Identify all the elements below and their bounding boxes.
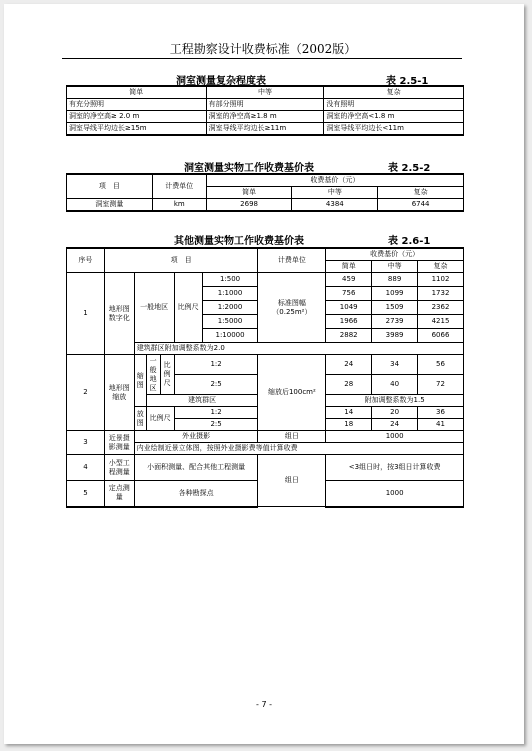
table-row (67, 273, 464, 287)
row-item-name: 地形图数字化 (104, 273, 134, 355)
table-row (67, 355, 464, 375)
col-header: 简单 (206, 187, 292, 199)
row-number: 2 (67, 355, 105, 431)
col-header: 复杂 (418, 261, 464, 273)
row-item-name: 小型工程测量 (104, 455, 134, 481)
table-2-6-1-title: 其他测量实物工作收费基价表 (174, 236, 304, 247)
header-rule (62, 58, 462, 59)
table-cell: 18 (326, 419, 372, 431)
document-page (4, 4, 524, 744)
table-cell: 有充分照明 (67, 99, 207, 111)
scale-value: 1:500 (202, 273, 258, 287)
row-number: 1 (67, 273, 105, 355)
col-header: 复杂 (378, 187, 464, 199)
table-cell: km (152, 199, 206, 212)
note-cell: 建筑群区附加调整系数为2.0 (134, 343, 463, 355)
table-row (67, 431, 464, 443)
col-header: 收费基价（元） (206, 174, 463, 187)
table-cell: 1509 (372, 301, 418, 315)
table-cell: 3989 (372, 329, 418, 343)
col-header: 中等 (292, 187, 378, 199)
table-cell: 1000 (326, 481, 464, 507)
scale-value: 1:10000 (202, 329, 258, 343)
col-header: 序号 (67, 248, 105, 273)
col-header: 中等 (206, 86, 324, 99)
table-row (67, 199, 464, 212)
table-cell: 1966 (326, 315, 372, 329)
table-2-5-1 (66, 85, 464, 136)
table-cell: 72 (418, 375, 464, 395)
table-cell: 洞室测量 (67, 199, 153, 212)
table-cell: 6744 (378, 199, 464, 212)
scale-value: 1:1000 (202, 287, 258, 301)
col-header: 项 目 (104, 248, 258, 273)
scale-label: 比例尺 (160, 355, 174, 395)
area-label: 一般地区 (134, 273, 174, 343)
table-row (67, 123, 464, 136)
table-cell: 1102 (418, 273, 464, 287)
table-2-6-1-number: 表 2.6-1 (388, 236, 431, 247)
page-header: 工程勘察设计收费标准（2002版） (169, 42, 357, 56)
scale-value: 1:2000 (202, 301, 258, 315)
unit-cell: 标准图幅（0.25m²） (258, 273, 326, 343)
item-cell: 小面积测量、配合其他工程测量 (134, 455, 258, 481)
col-header: 计费单位 (152, 174, 206, 199)
table-cell: 1732 (418, 287, 464, 301)
col-header: 计费单位 (258, 248, 326, 273)
table-2-6-1 (66, 247, 464, 508)
col-header: 收费基价（元） (326, 248, 464, 261)
table-cell: 没有照明 (324, 99, 464, 111)
scale-value: 1:5000 (202, 315, 258, 329)
table-cell: 洞室导线平均边长≥15m (67, 123, 207, 136)
item-cell: 外业摄影 (134, 431, 258, 443)
row-item-name: 近景摄影测量 (104, 431, 134, 455)
table-cell: 36 (418, 407, 464, 419)
table-row (67, 111, 464, 123)
table-cell: 4384 (292, 199, 378, 212)
table-cell: 24 (326, 355, 372, 375)
adjust-coefficient: 附加调整系数为1.5 (326, 395, 464, 407)
table-2-5-2-number: 表 2.5-2 (388, 163, 431, 174)
unit-cell: 组日 (258, 431, 326, 443)
row-item-name: 地形图缩放 (104, 355, 134, 431)
table-2-5-2-title: 洞室测量实物工作收费基价表 (184, 163, 314, 174)
col-header: 中等 (372, 261, 418, 273)
table-cell: 4215 (418, 315, 464, 329)
table-cell: 34 (372, 355, 418, 375)
table-cell: 1049 (326, 301, 372, 315)
row-item-name: 定点测量 (104, 481, 134, 507)
table-cell: 洞室的净空高<1.8 m (324, 111, 464, 123)
unit-cell: 缩放后100cm² (258, 355, 326, 431)
row-number: 3 (67, 431, 105, 455)
table-2-5-1-title: 洞室测量复杂程度表 (176, 76, 266, 87)
table-cell: 洞室的净空高≥ 2.0 m (67, 111, 207, 123)
table-cell: 2739 (372, 315, 418, 329)
table-cell: 2882 (326, 329, 372, 343)
col-header: 项 目 (67, 174, 153, 199)
scale-label: 比例尺 (174, 273, 202, 343)
scale-label: 比例尺 (146, 407, 174, 431)
table-cell: 24 (372, 419, 418, 431)
table-cell: 2362 (418, 301, 464, 315)
table-cell: 1099 (372, 287, 418, 301)
col-header: 简单 (326, 261, 372, 273)
table-cell: 40 (372, 375, 418, 395)
note-cell: 内业绘制近景立体图，按照外业摄影费等值计算收费 (134, 443, 463, 455)
table-cell: 洞室导线平均边长<11m (324, 123, 464, 136)
scale-value: 2:5 (174, 375, 258, 395)
table-cell: 756 (326, 287, 372, 301)
table-cell: 洞室导线平均边长≥11m (206, 123, 324, 136)
table-cell: 6066 (418, 329, 464, 343)
table-cell: 20 (372, 407, 418, 419)
area-label: 一般地区 (146, 355, 160, 395)
table-cell: 1000 (326, 431, 464, 443)
table-cell: 有部分照明 (206, 99, 324, 111)
enlarge-label: 放图 (134, 407, 146, 431)
scale-value: 1:2 (174, 407, 258, 419)
table-cell: 56 (418, 355, 464, 375)
item-cell: 各种勘探点 (134, 481, 258, 507)
table-cell: 889 (372, 273, 418, 287)
table-cell: 459 (326, 273, 372, 287)
col-header: 复杂 (324, 86, 464, 99)
table-cell: 14 (326, 407, 372, 419)
unit-cell: 组日 (258, 455, 326, 507)
scale-value: 1:2 (174, 355, 258, 375)
table-cell: 41 (418, 419, 464, 431)
scale-value: 2:5 (174, 419, 258, 431)
building-area-label: 建筑群区 (146, 395, 258, 407)
row-number: 4 (67, 455, 105, 481)
table-cell: 28 (326, 375, 372, 395)
table-row (67, 455, 464, 481)
table-cell: 2698 (206, 199, 292, 212)
table-2-5-2 (66, 173, 464, 212)
table-cell: 洞室的净空高≥1.8 m (206, 111, 324, 123)
page-number: - 7 - (256, 700, 272, 709)
table-cell: <3组日时，按3组日计算收费 (326, 455, 464, 481)
row-number: 5 (67, 481, 105, 507)
table-2-5-1-number: 表 2.5-1 (386, 76, 429, 87)
table-row (67, 99, 464, 111)
shrink-label: 缩图 (134, 355, 146, 407)
col-header: 简单 (67, 86, 207, 99)
